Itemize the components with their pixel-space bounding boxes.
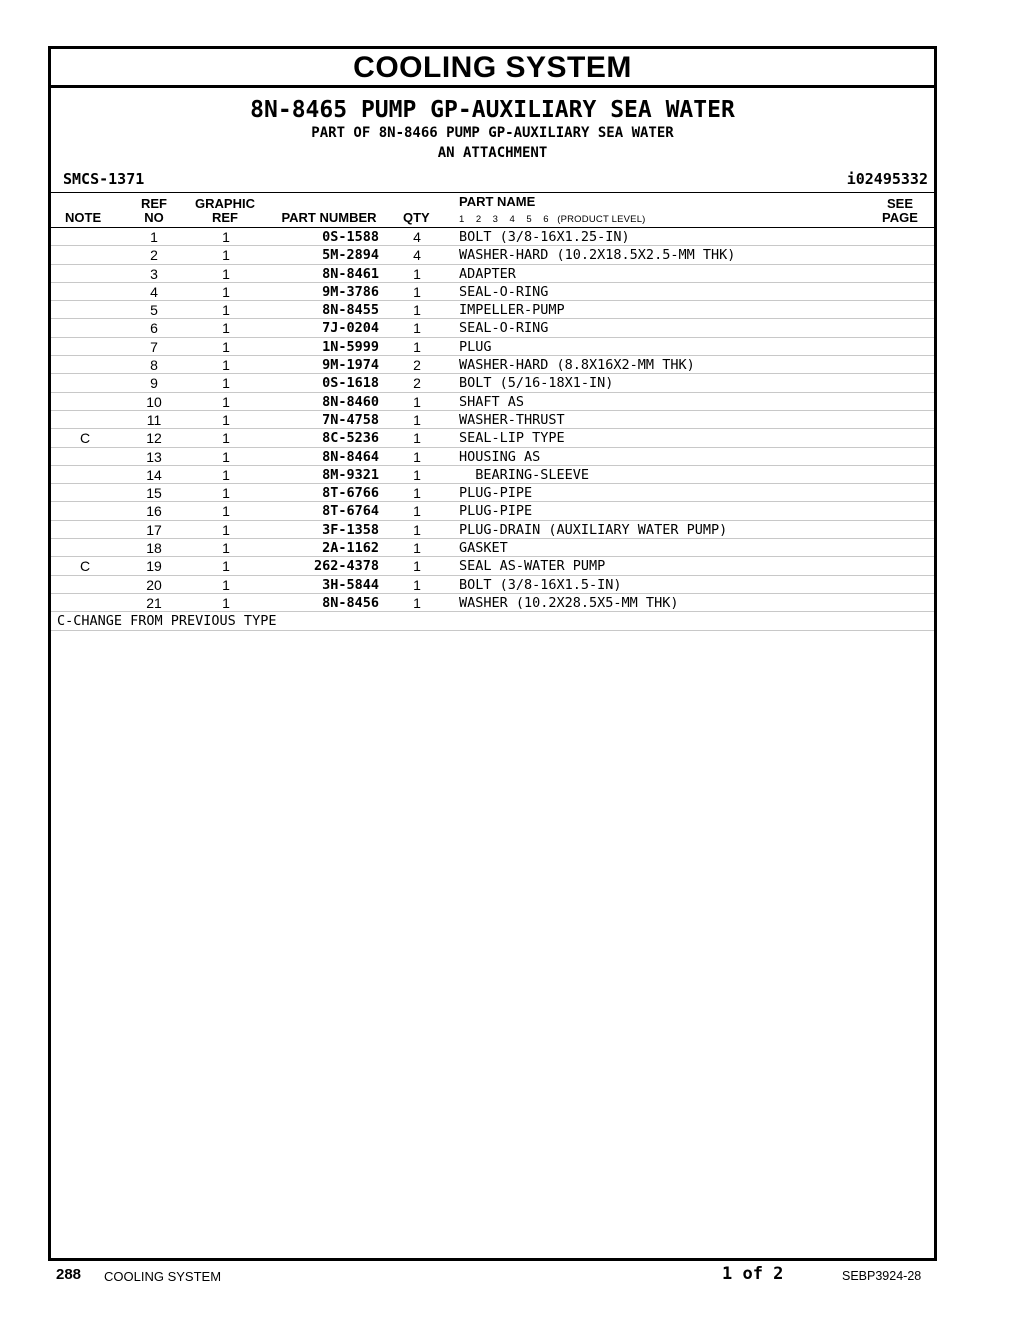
qty-cell: 1 [413, 430, 421, 447]
graphic-ref-cell: 1 [222, 247, 230, 264]
part-number-cell: 0S-1588 [322, 229, 379, 245]
graphic-ref-cell: 1 [222, 521, 230, 538]
part-number-cell: 0S-1618 [322, 375, 379, 392]
part-name-cell: PLUG-DRAIN (AUXILIARY WATER PUMP) [459, 521, 728, 538]
ref-no-cell: 5 [150, 302, 158, 319]
part-number-cell: 5M-2894 [322, 247, 379, 264]
qty-cell: 4 [413, 229, 421, 245]
col-see-page: SEE PAGE [882, 196, 918, 225]
table-row [51, 319, 934, 337]
part-number-cell: 3H-5844 [322, 576, 379, 593]
page-footer [0, 1266, 1020, 1288]
part-name-cell: IMPELLER-PUMP [459, 302, 565, 319]
graphic-ref-cell: 1 [222, 302, 230, 319]
table-row [51, 594, 934, 612]
parts-list-frame [48, 46, 937, 1261]
ref-no-cell: 3 [150, 265, 158, 282]
table-row [51, 429, 934, 447]
table-row [51, 356, 934, 374]
qty-cell: 1 [413, 540, 421, 557]
part-name-cell: SEAL-O-RING [459, 320, 549, 337]
graphic-ref-cell: 1 [222, 558, 230, 575]
ref-no-cell: 15 [146, 485, 162, 502]
qty-cell: 1 [413, 521, 421, 538]
ref-no-cell: 19 [146, 558, 162, 575]
note-cell: C [79, 558, 91, 575]
part-number-cell: 9M-3786 [322, 283, 379, 300]
qty-cell: 2 [413, 375, 421, 392]
graphic-ref-cell: 1 [222, 375, 230, 392]
qty-cell: 1 [413, 448, 421, 465]
qty-cell: 1 [413, 320, 421, 337]
ref-no-cell: 7 [150, 338, 158, 355]
graphic-ref-cell: 1 [222, 466, 230, 483]
part-number-cell: 8T-6766 [322, 485, 379, 502]
part-number-cell: 2A-1162 [322, 540, 379, 557]
part-name-cell: WASHER-THRUST [459, 411, 565, 428]
part-number-cell: 8C-5236 [322, 430, 379, 447]
qty-cell: 4 [413, 247, 421, 264]
qty-cell: 1 [413, 594, 421, 611]
part-number-cell: 262-4378 [313, 558, 379, 575]
part-name-cell: PLUG-PIPE [459, 503, 533, 520]
table-row [51, 484, 934, 502]
part-of-line: PART OF 8N-8466 PUMP GP-AUXILIARY SEA WATER [311, 125, 674, 141]
qty-cell: 1 [413, 466, 421, 483]
document-id: SEBP3924-28 [842, 1269, 922, 1283]
part-name-cell: SEAL AS-WATER PUMP [459, 558, 606, 575]
qty-cell: 1 [413, 338, 421, 355]
qty-cell: 1 [413, 283, 421, 300]
part-name-cell: GASKET [459, 540, 508, 557]
graphic-ref-cell: 1 [222, 320, 230, 337]
qty-cell: 2 [413, 357, 421, 374]
qty-cell: 1 [413, 503, 421, 520]
part-name-cell: WASHER (10.2X28.5X5-MM THK) [459, 594, 679, 611]
part-name-cell: BOLT (5/16-18X1-IN) [459, 375, 614, 392]
table-row [51, 374, 934, 392]
ref-no-cell: 20 [146, 576, 162, 593]
col-part-name: PART NAME [459, 194, 536, 209]
graphic-ref-cell: 1 [222, 283, 230, 300]
part-number-cell: 7J-0204 [322, 320, 379, 337]
part-number-cell: 1N-5999 [322, 338, 379, 355]
table-row [51, 338, 934, 356]
ref-no-cell: 18 [146, 540, 162, 557]
table-row [51, 557, 934, 575]
part-name-cell: WASHER-HARD (8.8X16X2-MM THK) [459, 357, 695, 374]
part-number-cell: 8N-8461 [322, 265, 379, 282]
part-number-cell: 8N-8455 [322, 302, 379, 319]
table-row [51, 539, 934, 557]
graphic-ref-cell: 1 [222, 576, 230, 593]
table-row [51, 411, 934, 429]
graphic-ref-cell: 1 [222, 338, 230, 355]
part-number-cell: 9M-1974 [322, 357, 379, 374]
attachment-line: AN ATTACHMENT [437, 145, 548, 161]
graphic-ref-cell: 1 [222, 503, 230, 520]
footer-section: COOLING SYSTEM [104, 1269, 222, 1284]
graphic-ref-cell: 1 [222, 594, 230, 611]
page-number: 288 [56, 1266, 82, 1283]
ref-no-cell: 1 [150, 229, 158, 245]
part-number-cell: 3F-1358 [322, 521, 379, 538]
graphic-ref-cell: 1 [222, 229, 230, 245]
qty-cell: 1 [413, 411, 421, 428]
graphic-ref-cell: 1 [222, 448, 230, 465]
graphic-ref-cell: 1 [222, 393, 230, 410]
ref-no-cell: 4 [150, 283, 158, 300]
graphic-ref-cell: 1 [222, 430, 230, 447]
qty-cell: 1 [413, 302, 421, 319]
graphic-ref-cell: 1 [222, 411, 230, 428]
part-name-cell: HOUSING AS [459, 448, 541, 465]
illustration-id: i02495332 [846, 170, 928, 188]
part-number-cell: 8T-6764 [322, 503, 379, 520]
graphic-ref-cell: 1 [222, 540, 230, 557]
page-of-count: 1 of 2 [722, 1264, 784, 1284]
table-row [51, 576, 934, 594]
ref-no-cell: 17 [146, 521, 162, 538]
part-name-cell: SHAFT AS [459, 393, 525, 410]
col-part-number: PART NUMBER [281, 210, 377, 225]
graphic-ref-cell: 1 [222, 485, 230, 502]
identifier-row [51, 170, 934, 192]
ref-no-cell: 6 [150, 320, 158, 337]
part-name-cell: SEAL-LIP TYPE [459, 430, 565, 447]
part-name-cell: BEARING-SLEEVE [459, 466, 590, 483]
part-number-cell: 8N-8464 [322, 448, 379, 465]
table-row [51, 502, 934, 520]
footnote-text: C-CHANGE FROM PREVIOUS TYPE [57, 613, 277, 630]
graphic-ref-cell: 1 [222, 357, 230, 374]
part-name-cell: BOLT (3/8-16X1.25-IN) [459, 229, 630, 245]
table-row [51, 283, 934, 301]
part-name-cell: PLUG-PIPE [459, 485, 533, 502]
ref-no-cell: 8 [150, 357, 158, 374]
table-row [51, 228, 934, 246]
ref-no-cell: 13 [146, 448, 162, 465]
part-number-cell: 7N-4758 [322, 411, 379, 428]
col-ref-no: REF NO [141, 196, 167, 225]
qty-cell: 1 [413, 393, 421, 410]
qty-cell: 1 [413, 485, 421, 502]
part-number-cell: 8N-8460 [322, 393, 379, 410]
part-name-cell: SEAL-O-RING [459, 283, 549, 300]
parts-table-body [51, 228, 934, 612]
table-row [51, 265, 934, 283]
table-row [51, 448, 934, 466]
col-note: NOTE [65, 210, 102, 225]
part-name-cell: ADAPTER [459, 265, 516, 282]
col-product-levels: 1 2 3 4 5 6 (PRODUCT LEVEL) [459, 214, 646, 225]
table-header [51, 192, 934, 228]
table-row [51, 521, 934, 539]
ref-no-cell: 16 [146, 503, 162, 520]
part-name-cell: PLUG [459, 338, 492, 355]
qty-cell: 1 [413, 576, 421, 593]
ref-no-cell: 11 [146, 411, 162, 428]
ref-no-cell: 9 [150, 375, 158, 392]
table-row [51, 393, 934, 411]
section-title: COOLING SYSTEM [51, 49, 934, 88]
part-name-cell: WASHER-HARD (10.2X18.5X2.5-MM THK) [459, 247, 736, 264]
footnote-row [51, 612, 934, 630]
part-name-cell: BOLT (3/8-16X1.5-IN) [459, 576, 622, 593]
note-cell: C [79, 430, 91, 447]
table-row [51, 301, 934, 319]
ref-no-cell: 12 [146, 430, 162, 447]
ref-no-cell: 21 [146, 594, 162, 611]
table-row [51, 246, 934, 264]
part-number-cell: 8N-8456 [322, 594, 379, 611]
group-title: 8N-8465 PUMP GP-AUXILIARY SEA WATER [250, 97, 735, 123]
ref-no-cell: 10 [146, 393, 162, 410]
smcs-code: SMCS-1371 [63, 170, 145, 188]
qty-cell: 1 [413, 558, 421, 575]
ref-no-cell: 2 [150, 247, 158, 264]
part-number-cell: 8M-9321 [322, 466, 379, 483]
graphic-ref-cell: 1 [222, 265, 230, 282]
qty-cell: 1 [413, 265, 421, 282]
col-qty: QTY [403, 210, 430, 225]
ref-no-cell: 14 [146, 466, 162, 483]
table-row [51, 466, 934, 484]
col-graphic-ref: GRAPHIC REF [195, 196, 255, 225]
